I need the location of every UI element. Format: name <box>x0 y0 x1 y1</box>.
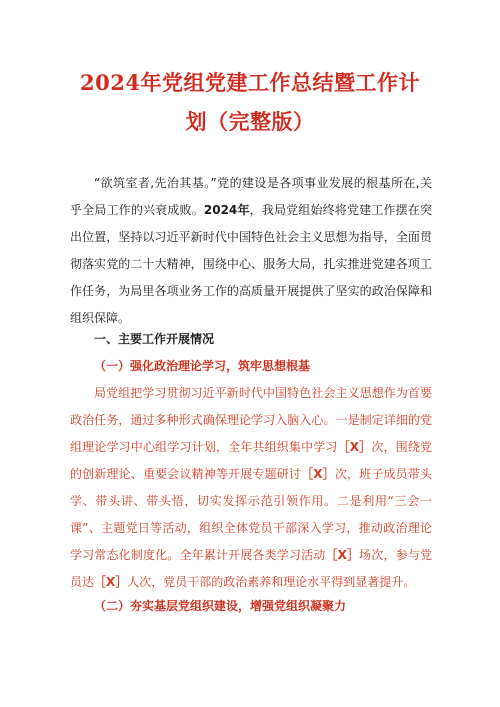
intro-year: 2024年 <box>203 203 250 217</box>
placeholder-x-4: ［X］ <box>94 575 128 589</box>
placeholder-x-2: ［X］ <box>301 467 335 481</box>
document-title-line2: 划（完整版） <box>185 109 315 134</box>
intro-text-continued: ，我局党组始终将党建工作摆在突出位置，坚持以习近平新时代中国特色社会主义思想为指导，全面贯彻落实党的二十大精神，围绕中心、服务大局，扎实推进党建各项工作任务，为局里各项业务工作的高质量开展提供了坚实的政治保障和组织保障。 <box>70 203 432 325</box>
placeholder-x-3: ［X］ <box>325 548 360 562</box>
section1-paragraph <box>70 380 432 596</box>
section1-title: （一）强化政治理论学习，筑牢思想根基 <box>94 359 311 373</box>
section1-text-1: 局党组把学习贯彻习近平新时代中国特色社会主义思想作为首要政治任务，通过多种形式确保理论学习入脑入心。一是制定详细的党组理论学习中心组学习计划，全年共组织集中学习 <box>70 386 432 454</box>
intro-text: “欲筑室者,先治其基。”党的建设是各项事业发展的根基所在,关乎全局工作的兴衰成败。 <box>70 176 432 217</box>
heading-main-work: 一、主要工作开展情况 <box>94 332 215 346</box>
section1-text-2: 次，围绕党的创新理论、重要会议精神等开展专题研讨 <box>70 440 432 481</box>
placeholder-x-1: ［X］ <box>337 440 372 454</box>
section1-text-5: 人次，党员干部的政治素养和理论水平得到显著提升。 <box>127 575 416 589</box>
document-title-line1: 2024年党组党建工作总结暨工作计 <box>80 70 420 95</box>
section2-title: （二）夯实基层党组织建设，增强党组织凝聚力 <box>94 599 347 613</box>
section1-text-4: 场次，参与党员达 <box>70 548 432 589</box>
intro-paragraph <box>70 170 432 330</box>
section1-text-3: 次，班子成员带头学、带头讲、带头悟，切实发挥示范引领作用。二是利用“三会一课”、主题党日等活动，组织全体党员干部深入学习，推动政治理论学习常态化制度化。全年累计开展各类学习活动 <box>70 467 432 562</box>
